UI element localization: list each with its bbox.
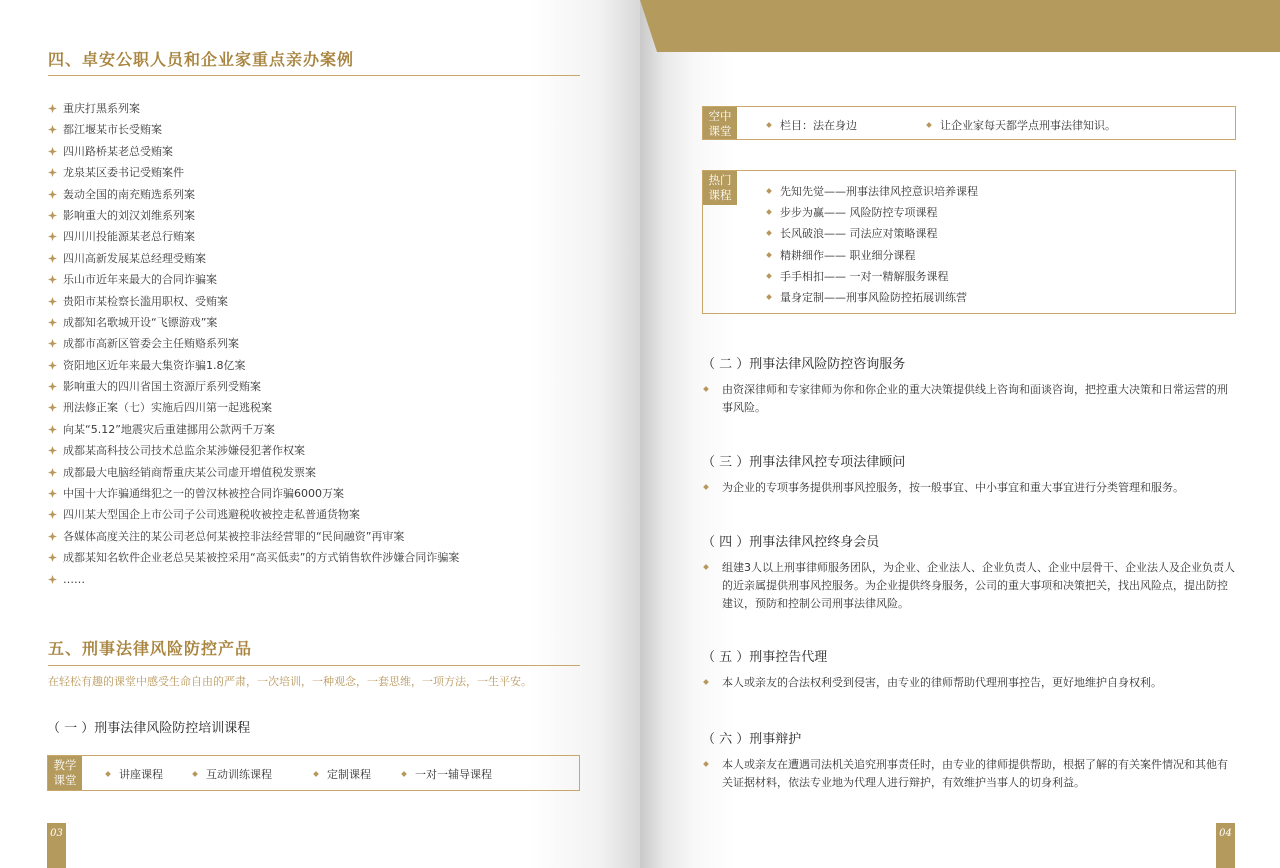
star-bullet-icon [48,527,57,536]
star-bullet-icon [48,206,57,215]
case-list-item: 成都市高新区管委会主任贿赂系列案 [48,333,459,354]
case-list-item: 资阳地区近年来最大集资诈骗1.8亿案 [48,355,459,376]
star-bullet-icon [48,420,57,429]
star-bullet-icon [48,270,57,279]
course-item: 一对一辅导课程 [402,766,492,782]
case-list-item: …… [48,569,459,590]
case-list-item: 成都某知名软件企业老总吴某被控采用“高买低卖”的方式销售软件涉嫌合同诈骗案 [48,547,459,568]
case-list-item: 四川高新发展某总经理受贿案 [48,248,459,269]
section4-rule [48,75,580,76]
star-bullet-icon [48,484,57,493]
section5-title: 五、刑事法律风险防控产品 [48,639,253,658]
hot-course-item: 先知先觉——刑事法律风控意识培养课程 [767,183,978,199]
star-bullet-icon [48,356,57,365]
star-bullet-icon [48,249,57,258]
teaching-class-tag: 教学课堂 [48,756,82,790]
diamond-bullet-icon [766,231,772,237]
case-list-item: 贵阳市某检察长滥用职权、受贿案 [48,291,459,312]
case-list-item: 影响重大的刘汉刘维系列案 [48,205,459,226]
diamond-bullet-icon [926,122,932,128]
diamond-bullet-icon [105,771,111,777]
case-list-item: 成都知名歌城开设“飞镖游戏”案 [48,312,459,333]
section5-note: 在轻松有趣的课堂中感受生命自由的严肃，一次培训，一种观念，一套思维，一项方法，一生平安。 [48,675,532,688]
star-bullet-icon [48,142,57,151]
service-title: （ 五 ）刑事控告代理 [702,650,828,665]
course-item: 互动训练课程 [193,766,272,782]
case-list-item: 成都最大电脑经销商帮重庆某公司虚开增值税发票案 [48,462,459,483]
section5-rule [48,665,580,666]
star-bullet-icon [48,120,57,129]
service-description: 组建3人以上刑事律师服务团队，为企业、企业法人、企业负责人、企业中层骨干、企业法人及企业负责人的近亲属提供刑事风控服务。为企业提供终身服务，公司的重大事项和决策把关，找出风险点，提出防控建议，预防和控制公司刑事法律风险。 [704,559,1236,613]
service-title: （ 六 ）刑事辩护 [702,732,802,747]
case-list [48,98,459,590]
gold-header-band [640,0,1280,52]
case-list-item: 影响重大的四川省国土资源厅系列受贿案 [48,376,459,397]
page-number: 04 [1216,823,1235,868]
star-bullet-icon [48,441,57,450]
hot-course-item: 量身定制——刑事风险防控拓展训练营 [767,289,967,305]
case-list-item: 都江堰某市长受贿案 [48,119,459,140]
diamond-bullet-icon [766,273,772,279]
service-title: （ 四 ）刑事法律风控终身会员 [702,535,880,550]
star-bullet-icon [48,398,57,407]
course-item: 讲座课程 [106,766,163,782]
star-bullet-icon [48,570,57,579]
hot-course-item: 步步为赢—— 风险防控专项课程 [767,204,938,220]
case-list-item: 重庆打黑系列案 [48,98,459,119]
star-bullet-icon [48,505,57,514]
case-list-item: 刑法修正案（七）实施后四川第一起逃税案 [48,397,459,418]
service-description: 由资深律师和专家律师为你和你企业的重大决策提供线上咨询和面谈咨询，把控重大决策和日常运营的刑事风险。 [704,381,1236,417]
air-class-box [702,106,1236,140]
case-list-item: 四川某大型国企上市公司子公司逃避税收被控走私普通货物案 [48,504,459,525]
star-bullet-icon [48,377,57,386]
star-bullet-icon [48,463,57,472]
right-page [640,0,1280,868]
page-number: 03 [47,823,66,868]
case-list-item: 四川路桥某老总受贿案 [48,141,459,162]
case-list-item: 成都某高科技公司技术总监余某涉嫌侵犯著作权案 [48,440,459,461]
diamond-bullet-icon [192,771,198,777]
star-bullet-icon [48,313,57,322]
diamond-bullet-icon [766,294,772,300]
diamond-bullet-icon [766,122,772,128]
hot-course-tag: 热门课程 [703,171,737,205]
star-bullet-icon [48,99,57,108]
hot-course-item: 长风破浪—— 司法应对策略课程 [767,225,938,241]
air-class-item: 让企业家每天都学点刑事法律知识。 [927,117,1116,133]
service-description: 本人或亲友在遭遇司法机关追究刑事责任时，由专业的律师提供帮助，根据了解的有关案件情况和其他有关证据材料，依法专业地为代理人进行辩护，有效维护当事人的切身利益。 [704,756,1236,792]
diamond-bullet-icon [313,771,319,777]
star-bullet-icon [48,185,57,194]
hot-course-box [702,170,1236,314]
service-description: 为企业的专项事务提供刑事风控服务，按一般事宜、中小事宜和重大事宜进行分类管理和服务。 [704,479,1236,497]
diamond-bullet-icon [766,209,772,215]
diamond-bullet-icon [766,252,772,258]
teaching-class-box [47,755,580,791]
case-list-item: 龙泉某区委书记受贿案件 [48,162,459,183]
hot-course-item: 手手相扣—— 一对一精解服务课程 [767,268,949,284]
air-class-item: 栏目：法在身边 [767,117,857,133]
case-list-item: 向某“5.12”地震灾后重建挪用公款两千万案 [48,419,459,440]
training-course-title: （ 一 ）刑事法律风险防控培训课程 [47,721,251,736]
case-list-item: 各媒体高度关注的某公司老总何某被控非法经营罪的“民间融资”再审案 [48,526,459,547]
air-class-tag: 空中课堂 [703,107,737,139]
star-bullet-icon [48,227,57,236]
star-bullet-icon [48,163,57,172]
star-bullet-icon [48,548,57,557]
case-list-item: 轰动全国的南充贿选系列案 [48,184,459,205]
diamond-bullet-icon [766,188,772,194]
service-title: （ 二 ）刑事法律风险防控咨询服务 [702,357,906,372]
star-bullet-icon [48,292,57,301]
case-list-item: 四川川投能源某老总行贿案 [48,226,459,247]
hot-course-item: 精耕细作—— 职业细分课程 [767,247,916,263]
section4-title: 四、卓安公职人员和企业家重点亲办案例 [48,50,355,69]
case-list-item: 中国十大诈骗通缉犯之一的曾汉林被控合同诈骗6000万案 [48,483,459,504]
star-bullet-icon [48,334,57,343]
service-description: 本人或亲友的合法权利受到侵害，由专业的律师帮助代理刑事控告，更好地维护自身权利。 [704,674,1236,692]
course-item: 定制课程 [314,766,371,782]
service-title: （ 三 ）刑事法律风控专项法律顾问 [702,455,906,470]
diamond-bullet-icon [401,771,407,777]
case-list-item: 乐山市近年来最大的合同诈骗案 [48,269,459,290]
